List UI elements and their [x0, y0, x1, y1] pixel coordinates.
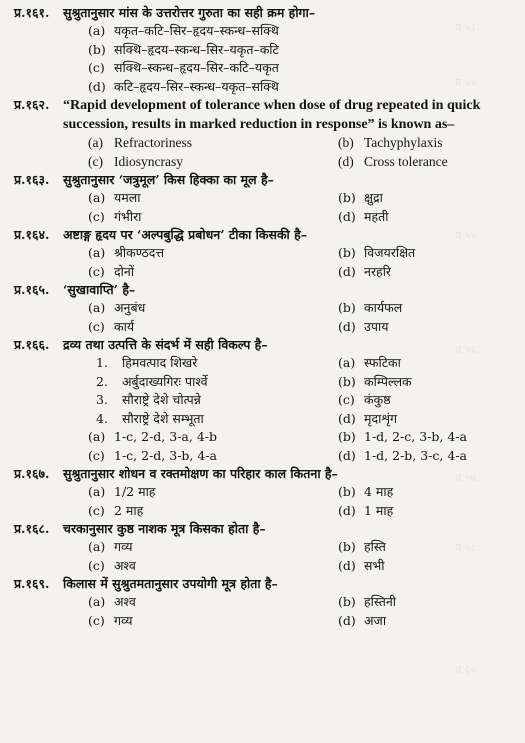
question-text: सुश्रुतानुसार मांस के उत्तरोत्तर गुरुता का सही क्रम होगा–	[63, 5, 316, 20]
question-number: प्र.१६६.	[14, 337, 50, 352]
question-text: किलास में सुश्रुतमतानुसार उपयोगी मूत्र होता है–	[63, 576, 278, 591]
option-text: महती	[364, 208, 389, 224]
option-label: (d)	[338, 502, 356, 518]
option-text: हस्तिनी	[364, 594, 397, 609]
option-text: 1-d, 2-c, 3-b, 4-a	[364, 429, 468, 444]
match-right-text: मृदाशृंग	[364, 410, 398, 426]
option-text: 1 माह	[364, 502, 394, 518]
question-block	[14, 281, 520, 336]
option-item	[338, 502, 525, 521]
option-item	[88, 78, 348, 97]
option-item	[88, 502, 318, 521]
option-item	[88, 428, 318, 447]
match-left-item	[88, 354, 318, 373]
option-label: (d)	[338, 612, 356, 628]
option-label: (c)	[88, 557, 105, 573]
match-left-text: सौराष्ट्रे देशे सम्भूता	[122, 410, 204, 426]
option-text: गव्य	[114, 612, 133, 628]
options-list	[88, 189, 520, 226]
options-list	[88, 134, 520, 171]
option-item	[88, 557, 318, 576]
question-number: प्र.१६९.	[14, 576, 50, 591]
option-item	[88, 593, 318, 612]
match-table	[88, 354, 520, 428]
option-label: (d)	[338, 318, 356, 334]
option-item	[338, 299, 525, 318]
option-label: (b)	[338, 539, 356, 554]
match-right-item	[338, 354, 525, 373]
question-text: चरकानुसार कुष्ठ नाशक मूत्र किसका होता है–	[63, 521, 266, 536]
question-number: प्र.१६२.	[14, 97, 50, 112]
question-number: प्र.१६५.	[14, 282, 50, 297]
match-right-text: स्फटिका	[364, 355, 401, 370]
option-label: (c)	[88, 447, 105, 463]
option-label: (b)	[338, 429, 356, 444]
question-block	[14, 96, 520, 171]
option-text: अनुबंध	[114, 300, 146, 315]
option-text: Refractoriness	[114, 135, 192, 150]
option-item	[88, 538, 318, 557]
match-right-label: (a)	[338, 355, 356, 370]
option-label: (c)	[88, 60, 105, 75]
question-line	[14, 465, 520, 483]
bleed-through-text: प्र.५३. प्र.५४. प्र.५५. प्र.५६. प्र.५७. प्र.५८. प्र.६०.	[455, 21, 480, 676]
option-item	[338, 244, 525, 263]
option-label: (c)	[88, 612, 105, 628]
option-text: यमला	[114, 190, 141, 205]
match-left-label: 3.	[96, 392, 108, 407]
option-label: (d)	[338, 557, 356, 573]
option-label: (b)	[338, 135, 354, 150]
option-label: (b)	[338, 484, 356, 499]
option-item	[338, 134, 525, 153]
options-list	[88, 22, 520, 96]
question-line	[14, 226, 520, 244]
match-left-label: 4.	[96, 410, 108, 426]
question-text: द्रव्य तथा उत्पत्ति के संदर्भ में सही विकल्प है–	[63, 337, 268, 352]
question-line	[14, 4, 520, 22]
question-block	[14, 575, 520, 630]
option-text: सक्थि–हृदय–स्कन्ध–सिर–यकृत–कटि	[114, 41, 279, 57]
question-block	[14, 226, 520, 281]
option-label: (a)	[88, 539, 106, 554]
option-label: (d)	[338, 153, 354, 169]
option-text: अश्व	[114, 594, 136, 609]
option-item	[338, 447, 525, 466]
question-block	[14, 4, 520, 96]
option-label: (c)	[88, 263, 105, 279]
option-text: विजयरक्षित	[364, 245, 416, 260]
option-text: सभी	[364, 557, 385, 573]
option-label: (d)	[338, 263, 356, 279]
option-text: कार्यफल	[364, 300, 403, 315]
option-text: Idiosyncrasy	[114, 153, 183, 169]
option-item	[338, 538, 525, 557]
option-item	[338, 208, 525, 227]
option-text: 4 माह	[364, 484, 394, 499]
option-label: (a)	[88, 23, 106, 38]
question-line	[14, 281, 520, 299]
question-number: प्र.१६३.	[14, 172, 50, 187]
match-right-label: (b)	[338, 373, 356, 389]
option-item	[88, 318, 318, 337]
match-right-label: (c)	[338, 392, 355, 407]
option-label: (c)	[88, 318, 105, 334]
option-item	[338, 263, 525, 282]
option-text: हस्ति	[364, 539, 386, 554]
question-text: सुश्रुतानुसार शोधन व रक्तमोक्षण का परिहार काल कितना है–	[63, 466, 338, 481]
question-number: प्र.१६१.	[14, 5, 50, 20]
question-text: अष्टाङ्ग हृदय पर ‘अल्पबुद्धि प्रबोधन’ टीका किसकी है–	[63, 227, 308, 242]
match-left-text: हिमवत्पाद शिखरे	[122, 355, 198, 370]
option-text: 2 माह	[114, 502, 144, 518]
option-item	[88, 263, 318, 282]
option-text: श्रीकण्ठदत्त	[114, 245, 165, 260]
option-label: (a)	[88, 300, 106, 315]
option-item	[338, 428, 525, 447]
option-text: गंभीरा	[114, 208, 142, 224]
match-right-text: कम्पिल्लक	[364, 373, 412, 389]
match-right-text: कंकुष्ठ	[364, 392, 391, 407]
option-text: सक्थि–स्कन्ध–हृदय–सिर–कटि–यकृत	[114, 60, 279, 75]
option-text: 1-d, 2-b, 3-c, 4-a	[364, 447, 468, 463]
option-text: उपाय	[364, 318, 389, 334]
option-label: (d)	[338, 447, 356, 463]
option-label: (c)	[88, 153, 103, 169]
question-line	[14, 96, 520, 134]
option-item	[88, 134, 318, 153]
option-label: (a)	[88, 245, 106, 260]
option-label: (a)	[88, 135, 103, 150]
option-text: अजा	[364, 612, 387, 628]
question-text: सुश्रुतानुसार ‘जत्रुमूल’ किस हिक्का का मूल है–	[63, 172, 274, 187]
question-number: प्र.१६८.	[14, 521, 50, 536]
option-label: (b)	[338, 245, 356, 260]
option-item	[88, 483, 318, 502]
option-text: 1-c, 2-d, 3-a, 4-b	[114, 429, 218, 444]
option-item	[338, 189, 525, 208]
options-list	[88, 538, 520, 575]
match-left-item	[88, 373, 318, 392]
option-text: कटि–हृदय–सिर–स्कन्ध–यकृत–सक्थि	[114, 78, 279, 94]
question-text: “Rapid development of tolerance when dose of drug repeated in quick succession, results in marked reduction in response” is known as–	[63, 98, 481, 132]
match-left-label: 2.	[96, 373, 108, 389]
option-item	[88, 153, 318, 172]
option-text: नरहरि	[364, 263, 392, 279]
option-item	[88, 41, 348, 60]
match-left-item	[88, 391, 318, 410]
options-list	[88, 593, 520, 630]
option-item	[338, 593, 525, 612]
match-left-text: अर्बुदाख्यगिरः पार्श्वे	[122, 373, 208, 389]
question-text: ‘सुखावाप्ति’ है–	[63, 282, 136, 297]
option-item	[338, 557, 525, 576]
options-list	[88, 299, 520, 336]
option-label: (c)	[88, 208, 105, 224]
match-left-text: सौराष्ट्रे देशे चोत्पन्ने	[122, 392, 201, 407]
question-number: प्र.१६४.	[14, 227, 50, 242]
option-text: Tachyphylaxis	[364, 135, 443, 150]
option-text: यकृत–कटि–सिर–हृदय–स्कन्ध–सक्थि	[114, 23, 279, 38]
match-left-label: 1.	[96, 355, 108, 370]
question-block	[14, 171, 520, 226]
option-item	[88, 208, 318, 227]
question-block	[14, 465, 520, 520]
option-text: दोनों	[114, 263, 135, 279]
option-item	[338, 483, 525, 502]
option-item	[88, 299, 318, 318]
match-right-item	[338, 391, 525, 410]
options-list	[88, 428, 520, 465]
option-label: (d)	[338, 208, 356, 224]
option-label: (b)	[88, 41, 106, 57]
option-label: (b)	[338, 190, 356, 205]
option-label: (a)	[88, 484, 106, 499]
option-text: अश्व	[114, 557, 136, 573]
option-text: क्षुद्रा	[364, 190, 383, 205]
option-text: कार्य	[114, 318, 135, 334]
option-label: (b)	[338, 594, 356, 609]
option-item	[88, 59, 348, 78]
question-block	[14, 336, 520, 465]
option-label: (a)	[88, 190, 106, 205]
question-line	[14, 336, 520, 354]
question-number: प्र.१६७.	[14, 466, 50, 481]
option-label: (d)	[88, 78, 106, 94]
option-item	[88, 612, 318, 631]
match-right-item	[338, 373, 525, 392]
option-item	[88, 189, 318, 208]
option-text: 1-c, 2-d, 3-b, 4-a	[114, 447, 218, 463]
option-item	[88, 22, 348, 41]
option-label: (a)	[88, 429, 106, 444]
question-line	[14, 171, 520, 189]
match-right-item	[338, 410, 525, 429]
option-text: Cross tolerance	[364, 153, 448, 169]
options-list	[88, 244, 520, 281]
option-label: (b)	[338, 300, 356, 315]
option-item	[338, 612, 525, 631]
match-right-label: (d)	[338, 410, 356, 426]
question-block	[14, 520, 520, 575]
option-label: (c)	[88, 502, 105, 518]
option-text: 1/2 माह	[114, 484, 156, 499]
question-page	[14, 4, 520, 630]
options-list	[88, 483, 520, 520]
question-line	[14, 575, 520, 593]
match-left-item	[88, 410, 318, 429]
option-item	[88, 244, 318, 263]
question-line	[14, 520, 520, 538]
option-text: गव्य	[114, 539, 133, 554]
option-item	[338, 318, 525, 337]
option-item	[338, 153, 525, 172]
option-item	[88, 447, 318, 466]
option-label: (a)	[88, 594, 106, 609]
